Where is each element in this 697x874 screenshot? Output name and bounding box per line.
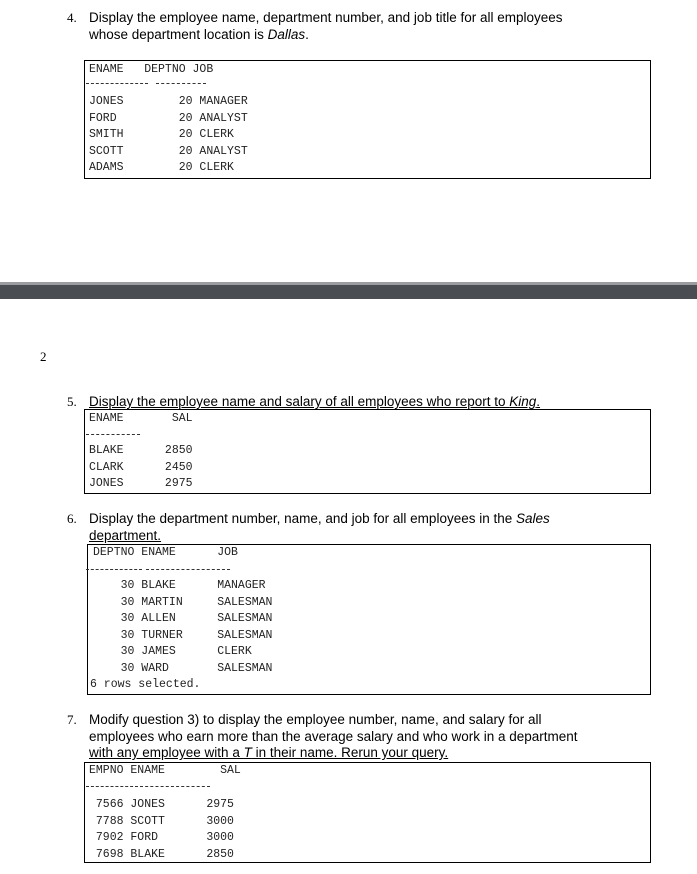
question-6-line1-pre: Display the department number, name, and job for all employees in the [89, 511, 516, 526]
table-row: CLARK 2450 [89, 460, 193, 474]
question-6-line1 [89, 511, 669, 528]
question-7-line2: employees who earn more than the average salary and who work in a department [89, 728, 578, 744]
question-7-line1: Modify question 3) to display the employee number, name, and salary for all [89, 712, 542, 727]
table-row: BLAKE 2850 [89, 444, 193, 457]
result-header-q6: DEPTNO ENAME JOB [93, 546, 238, 559]
question-6-text [89, 511, 669, 544]
result-rows-q4 [89, 94, 248, 177]
table-row: JONES 2975 [89, 477, 193, 490]
page-number: 2 [40, 349, 47, 364]
question-5-manager: King [509, 394, 537, 409]
header-underline-q7-col1 [86, 786, 138, 787]
question-6-line2: department. [89, 527, 162, 543]
table-row: 30 JAMES CLERK [93, 645, 252, 658]
table-row: 30 TURNER SALESMAN [93, 628, 273, 642]
header-underline-q7-col2 [140, 786, 210, 787]
question-7-number: 7. [67, 712, 77, 727]
question-7-line3 [89, 745, 679, 762]
question-5-number: 5. [67, 394, 77, 409]
question-7-letter: T [243, 745, 252, 760]
table-row: 7788 SCOTT 3000 [89, 814, 234, 828]
result-rows-q6 [93, 578, 272, 677]
result-rows-q7 [89, 797, 234, 863]
question-4-location: Dallas [267, 26, 306, 42]
result-header-q7: EMPNO ENAME SAL [89, 764, 241, 777]
table-row: ADAMS 20 CLERK [89, 161, 234, 174]
question-5-line1-post: . [536, 394, 541, 409]
header-underline-q6-col2 [146, 569, 230, 570]
table-row: 30 MARTIN SALESMAN [93, 595, 273, 609]
header-underline-q4-col1 [86, 83, 148, 84]
question-7-line3-pre: with any employee with a [89, 745, 244, 760]
question-7-line3-post: in their name. Rerun your query. [251, 745, 449, 760]
question-5-line1-pre: Display the employee name and salary of all employees who report to [89, 394, 510, 409]
question-4-text [89, 10, 669, 43]
result-header-q4: ENAME DEPTNO JOB [89, 63, 214, 76]
question-4-line1: Display the employee name, department number, and job title for all employees [89, 10, 563, 25]
table-row: SCOTT 20 ANALYST [89, 144, 248, 158]
table-row: 7902 FORD 3000 [89, 831, 234, 844]
question-4-number: 4. [67, 10, 77, 25]
table-row: FORD 20 ANALYST [89, 111, 248, 125]
question-4-line2 [89, 27, 669, 44]
table-row: 30 ALLEN SALESMAN [93, 612, 273, 625]
table-row: 30 WARD SALESMAN [93, 661, 273, 675]
result-rows-q5 [89, 443, 193, 493]
question-6-department: Sales [516, 511, 550, 526]
table-row: JONES 20 MANAGER [89, 95, 248, 108]
page-break-bar [0, 285, 697, 299]
table-row: 30 BLAKE MANAGER [93, 579, 266, 592]
table-row: 7566 JONES 2975 [89, 798, 234, 811]
table-row: 7698 BLAKE 2850 [89, 847, 234, 861]
header-underline-q4-col2 [156, 83, 206, 84]
question-4-line2-pre: whose department location is [89, 26, 268, 42]
question-4-line2-post: . [305, 26, 309, 42]
table-row: SMITH 20 CLERK [89, 128, 234, 141]
question-7-text [89, 712, 679, 762]
header-underline-q5 [86, 434, 140, 435]
question-6-number: 6. [67, 511, 77, 526]
result-header-q5: ENAME SAL [89, 412, 193, 425]
header-underline-q6-col1 [86, 569, 142, 570]
rows-selected-footer: 6 rows selected. [90, 678, 201, 691]
